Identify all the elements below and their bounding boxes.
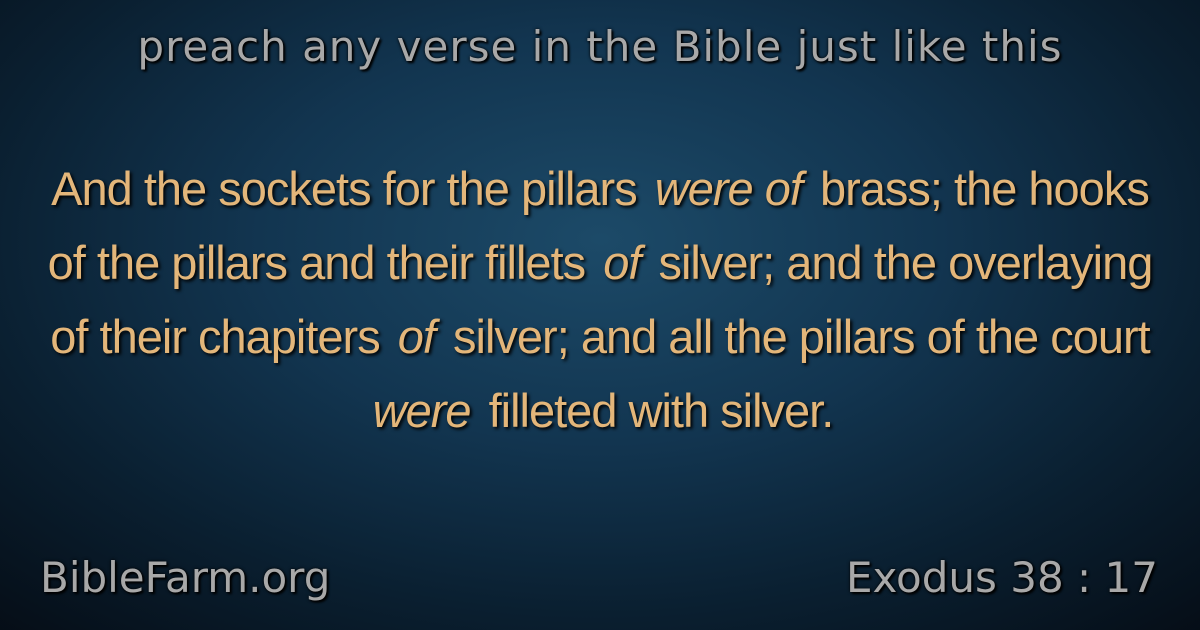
verse-segment-italic: were (372, 384, 471, 437)
site-name: BibleFarm.org (40, 553, 331, 602)
verse-segment-italic: of (603, 236, 641, 289)
verse-segment: silver; and the overlaying of their chapiters (50, 236, 1153, 363)
verse-segment: filleted with silver. (476, 384, 834, 437)
verse-segment-italic: were of (654, 162, 802, 215)
verse-reference: Exodus 38 : 17 (845, 553, 1158, 602)
verse-text (40, 152, 1160, 448)
verse-segment-italic: of (397, 310, 435, 363)
verse-segment: brass; the hooks of the pillars and their fillets (47, 162, 1149, 289)
tagline: preach any verse in the Bible just like this (137, 22, 1063, 71)
verse-segment: silver; and all the pillars of the court (440, 310, 1150, 363)
verse-segment: And the sockets for the pillars (51, 162, 649, 215)
